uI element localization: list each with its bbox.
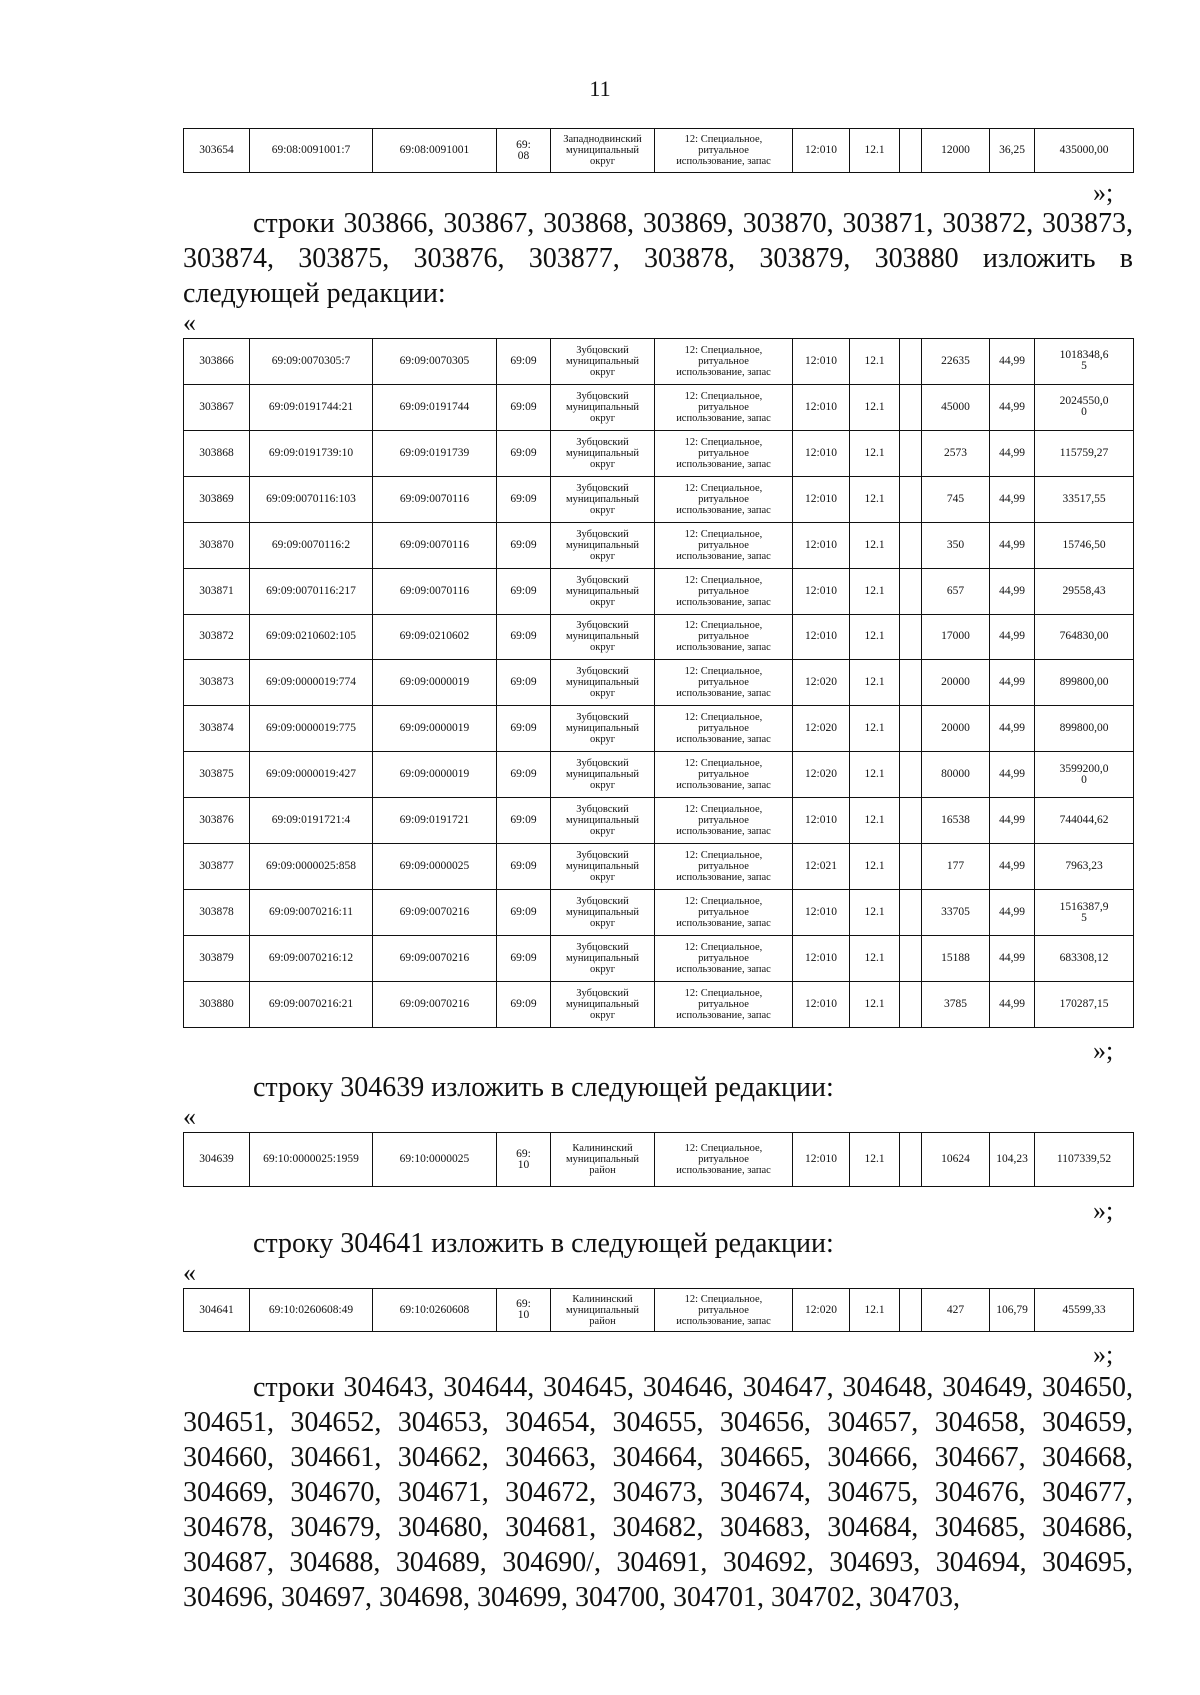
- specific-value-cell: 44,99: [990, 890, 1035, 936]
- area-cell: 10624: [922, 1133, 990, 1187]
- table-row: [184, 476, 1134, 522]
- municipality-cell: Зубцовский муниципальный округ: [551, 706, 655, 752]
- table-row: [184, 614, 1134, 660]
- use-code-cell: 12:010: [793, 798, 850, 844]
- cadastral-value-cell: 1107339,52: [1035, 1133, 1134, 1187]
- cadastral-value-cell: 170287,15: [1035, 981, 1134, 1027]
- cadastral-number-cell: 69:09:0000019:774: [250, 660, 373, 706]
- row-number-cell: 303654: [184, 129, 250, 173]
- specific-value-cell: 44,99: [990, 752, 1035, 798]
- cadastral-number-cell: 69:09:0191721:4: [250, 798, 373, 844]
- cadastral-quarter-cell: 69:09:0000019: [373, 706, 497, 752]
- area-cell: 17000: [922, 614, 990, 660]
- district-code-cell: 69:09: [497, 522, 551, 568]
- specific-value-cell: 36,25: [990, 129, 1035, 173]
- cadastral-value-cell: 899800,00: [1035, 706, 1134, 752]
- cadastral-number-cell: 69:09:0070305:7: [250, 339, 373, 385]
- paragraph-row-304641: [183, 1226, 1133, 1261]
- cadastral-quarter-cell: 69:09:0191744: [373, 384, 497, 430]
- district-code-cell: 69:09: [497, 568, 551, 614]
- land-use-cell: 12: Специальное, ритуальное использование, запас: [655, 981, 793, 1027]
- district-code-cell: 69: 10: [497, 1133, 551, 1187]
- group-code-cell: 12.1: [850, 935, 900, 981]
- empty-cell: [900, 1289, 922, 1332]
- district-code-cell: 69: 08: [497, 129, 551, 173]
- use-code-cell: 12:020: [793, 706, 850, 752]
- group-code-cell: 12.1: [850, 568, 900, 614]
- municipality-cell: Зубцовский муниципальный округ: [551, 935, 655, 981]
- municipality-cell: Калининский муниципальный район: [551, 1133, 655, 1187]
- area-cell: 20000: [922, 660, 990, 706]
- land-use-cell: 12: Специальное, ритуальное использование, запас: [655, 935, 793, 981]
- cadastral-value-cell: 435000,00: [1035, 129, 1134, 173]
- area-cell: 2573: [922, 430, 990, 476]
- opening-quote: «: [183, 308, 196, 337]
- row-number-cell: 303874: [184, 706, 250, 752]
- specific-value-cell: 44,99: [990, 430, 1035, 476]
- district-code-cell: 69: 10: [497, 1289, 551, 1332]
- area-cell: 12000: [922, 129, 990, 173]
- row-number-cell: 303868: [184, 430, 250, 476]
- specific-value-cell: 44,99: [990, 706, 1035, 752]
- group-code-cell: 12.1: [850, 660, 900, 706]
- group-code-cell: 12.1: [850, 844, 900, 890]
- cadastral-quarter-cell: 69:09:0210602: [373, 614, 497, 660]
- use-code-cell: 12:010: [793, 935, 850, 981]
- area-cell: 20000: [922, 706, 990, 752]
- cadastral-number-cell: 69:09:0070116:103: [250, 476, 373, 522]
- row-number-cell: 303876: [184, 798, 250, 844]
- group-code-cell: 12.1: [850, 614, 900, 660]
- empty-cell: [900, 522, 922, 568]
- row-number-cell: 303866: [184, 339, 250, 385]
- area-cell: 22635: [922, 339, 990, 385]
- specific-value-cell: 106,79: [990, 1289, 1035, 1332]
- district-code-cell: 69:09: [497, 981, 551, 1027]
- table-row: [184, 1289, 1134, 1332]
- land-use-cell: 12: Специальное, ритуальное использование, запас: [655, 844, 793, 890]
- group-code-cell: 12.1: [850, 129, 900, 173]
- cadastral-quarter-cell: 69:09:0070216: [373, 890, 497, 936]
- municipality-cell: Западнодвинский муниципальный округ: [551, 129, 655, 173]
- cadastral-number-cell: 69:09:0210602:105: [250, 614, 373, 660]
- paragraph-text: строку 304639 изложить в следующей редакции:: [253, 1072, 834, 1103]
- group-code-cell: 12.1: [850, 706, 900, 752]
- land-use-cell: 12: Специальное, ритуальное использование, запас: [655, 1289, 793, 1332]
- table-row: [184, 798, 1134, 844]
- closing-quote: »;: [1093, 1036, 1114, 1065]
- table-row-303654: [183, 128, 1134, 173]
- empty-cell: [900, 430, 922, 476]
- cadastral-quarter-cell: 69:09:0191721: [373, 798, 497, 844]
- specific-value-cell: 44,99: [990, 981, 1035, 1027]
- land-use-cell: 12: Специальное, ритуальное использование, запас: [655, 339, 793, 385]
- group-code-cell: 12.1: [850, 752, 900, 798]
- cadastral-quarter-cell: 69:10:0000025: [373, 1133, 497, 1187]
- empty-cell: [900, 935, 922, 981]
- cadastral-number-cell: 69:09:0070216:11: [250, 890, 373, 936]
- cadastral-number-cell: 69:09:0000019:775: [250, 706, 373, 752]
- empty-cell: [900, 706, 922, 752]
- district-code-cell: 69:09: [497, 890, 551, 936]
- area-cell: 177: [922, 844, 990, 890]
- specific-value-cell: 44,99: [990, 798, 1035, 844]
- table-row: [184, 568, 1134, 614]
- district-code-cell: 69:09: [497, 660, 551, 706]
- land-use-cell: 12: Специальное, ритуальное использование, запас: [655, 1133, 793, 1187]
- row-number-cell: 303878: [184, 890, 250, 936]
- empty-cell: [900, 844, 922, 890]
- table-row: [184, 706, 1134, 752]
- municipality-cell: Зубцовский муниципальный округ: [551, 660, 655, 706]
- land-use-cell: 12: Специальное, ритуальное использование, запас: [655, 568, 793, 614]
- table-row: [184, 660, 1134, 706]
- district-code-cell: 69:09: [497, 430, 551, 476]
- empty-cell: [900, 384, 922, 430]
- use-code-cell: 12:010: [793, 1133, 850, 1187]
- closing-quote: »;: [1093, 178, 1114, 207]
- area-cell: 33705: [922, 890, 990, 936]
- opening-quote: «: [183, 1258, 196, 1287]
- empty-cell: [900, 568, 922, 614]
- cadastral-quarter-cell: 69:10:0260608: [373, 1289, 497, 1332]
- municipality-cell: Зубцовский муниципальный округ: [551, 568, 655, 614]
- municipality-cell: Калининский муниципальный район: [551, 1289, 655, 1332]
- specific-value-cell: 44,99: [990, 384, 1035, 430]
- cadastral-value-cell: 683308,12: [1035, 935, 1134, 981]
- land-use-cell: 12: Специальное, ритуальное использование, запас: [655, 660, 793, 706]
- cadastral-number-cell: 69:09:0070216:12: [250, 935, 373, 981]
- table-row-304639: [183, 1132, 1134, 1187]
- cadastral-number-cell: 69:10:0260608:49: [250, 1289, 373, 1332]
- empty-cell: [900, 476, 922, 522]
- cadastral-number-cell: 69:09:0000025:858: [250, 844, 373, 890]
- group-code-cell: 12.1: [850, 1133, 900, 1187]
- use-code-cell: 12:010: [793, 476, 850, 522]
- municipality-cell: Зубцовский муниципальный округ: [551, 339, 655, 385]
- district-code-cell: 69:09: [497, 614, 551, 660]
- district-code-cell: 69:09: [497, 706, 551, 752]
- cadastral-number-cell: 69:09:0191739:10: [250, 430, 373, 476]
- cadastral-quarter-cell: 69:09:0070216: [373, 935, 497, 981]
- specific-value-cell: 44,99: [990, 935, 1035, 981]
- use-code-cell: 12:021: [793, 844, 850, 890]
- empty-cell: [900, 1133, 922, 1187]
- table-row-304641: [183, 1288, 1134, 1332]
- municipality-cell: Зубцовский муниципальный округ: [551, 430, 655, 476]
- row-number-cell: 303880: [184, 981, 250, 1027]
- row-number-cell: 304641: [184, 1289, 250, 1332]
- group-code-cell: 12.1: [850, 430, 900, 476]
- empty-cell: [900, 339, 922, 385]
- cadastral-number-cell: 69:09:0070216:21: [250, 981, 373, 1027]
- table-row: [184, 1133, 1134, 1187]
- cadastral-quarter-cell: 69:09:0070305: [373, 339, 497, 385]
- land-use-cell: 12: Специальное, ритуальное использование, запас: [655, 752, 793, 798]
- land-use-cell: 12: Специальное, ритуальное использование, запас: [655, 706, 793, 752]
- use-code-cell: 12:020: [793, 752, 850, 798]
- group-code-cell: 12.1: [850, 1289, 900, 1332]
- page-number: 11: [589, 76, 611, 101]
- municipality-cell: Зубцовский муниципальный округ: [551, 798, 655, 844]
- cadastral-quarter-cell: 69:09:0000025: [373, 844, 497, 890]
- table-row: [184, 752, 1134, 798]
- use-code-cell: 12:010: [793, 430, 850, 476]
- area-cell: 80000: [922, 752, 990, 798]
- use-code-cell: 12:020: [793, 1289, 850, 1332]
- cadastral-quarter-cell: 69:09:0070116: [373, 476, 497, 522]
- row-number-cell: 303871: [184, 568, 250, 614]
- paragraph-text: строку 304641 изложить в следующей редакции:: [253, 1228, 834, 1259]
- district-code-cell: 69:09: [497, 844, 551, 890]
- empty-cell: [900, 798, 922, 844]
- empty-cell: [900, 981, 922, 1027]
- specific-value-cell: 44,99: [990, 660, 1035, 706]
- paragraph-rows-304643-304703: [183, 1370, 1133, 1615]
- use-code-cell: 12:010: [793, 522, 850, 568]
- group-code-cell: 12.1: [850, 339, 900, 385]
- cadastral-value-cell: 899800,00: [1035, 660, 1134, 706]
- district-code-cell: 69:09: [497, 935, 551, 981]
- cadastral-value-cell: 45599,33: [1035, 1289, 1134, 1332]
- row-number-cell: 303867: [184, 384, 250, 430]
- paragraph-text: строки 304643, 304644, 304645, 304646, 304647, 304648, 304649, 304650, 304651, 304652, 304653, 304654, 304655, 304656, 304657, 304658, 304659, 304660, 304661, 304662, 304663, 304664, 304665, 304666, 304667, 304668, 304669, 304670, 304671, 304672, 304673, 304674, 304675, 304676, 304677, 304678, 304679, 304680, 304681, 304682, 304683, 304684, 304685, 304686, 304687, 304688, 304689, 304690/, 304691, 304692, 304693, 304694, 304695, 304696, 304697, 304698, 304699, 304700, 304701, 304702, 304703,: [183, 1372, 1133, 1613]
- district-code-cell: 69:09: [497, 798, 551, 844]
- area-cell: 15188: [922, 935, 990, 981]
- municipality-cell: Зубцовский муниципальный округ: [551, 476, 655, 522]
- municipality-cell: Зубцовский муниципальный округ: [551, 614, 655, 660]
- use-code-cell: 12:020: [793, 660, 850, 706]
- district-code-cell: 69:09: [497, 339, 551, 385]
- group-code-cell: 12.1: [850, 890, 900, 936]
- municipality-cell: Зубцовский муниципальный округ: [551, 522, 655, 568]
- land-use-cell: 12: Специальное, ритуальное использование, запас: [655, 890, 793, 936]
- cadastral-value-cell: 3599200,0 0: [1035, 752, 1134, 798]
- cadastral-quarter-cell: 69:09:0070216: [373, 981, 497, 1027]
- district-code-cell: 69:09: [497, 384, 551, 430]
- group-code-cell: 12.1: [850, 522, 900, 568]
- land-use-cell: 12: Специальное, ритуальное использование, запас: [655, 798, 793, 844]
- empty-cell: [900, 660, 922, 706]
- area-cell: 657: [922, 568, 990, 614]
- table-row: [184, 384, 1134, 430]
- empty-cell: [900, 752, 922, 798]
- empty-cell: [900, 614, 922, 660]
- specific-value-cell: 44,99: [990, 568, 1035, 614]
- table-row: [184, 844, 1134, 890]
- cadastral-value-cell: 115759,27: [1035, 430, 1134, 476]
- row-number-cell: 304639: [184, 1133, 250, 1187]
- use-code-cell: 12:010: [793, 339, 850, 385]
- row-number-cell: 303870: [184, 522, 250, 568]
- cadastral-value-cell: 29558,43: [1035, 568, 1134, 614]
- table-row: [184, 890, 1134, 936]
- opening-quote: «: [183, 1102, 196, 1131]
- paragraph-text: строки 303866, 303867, 303868, 303869, 303870, 303871, 303872, 303873, 303874, 303875, 303876, 303877, 303878, 303879, 303880 изложить в следующей редакции:: [183, 208, 1133, 309]
- cadastral-number-cell: 69:09:0191744:21: [250, 384, 373, 430]
- municipality-cell: Зубцовский муниципальный округ: [551, 844, 655, 890]
- municipality-cell: Зубцовский муниципальный округ: [551, 384, 655, 430]
- area-cell: 3785: [922, 981, 990, 1027]
- table-row: [184, 522, 1134, 568]
- cadastral-quarter-cell: 69:09:0000019: [373, 752, 497, 798]
- cadastral-quarter-cell: 69:08:0091001: [373, 129, 497, 173]
- municipality-cell: Зубцовский муниципальный округ: [551, 752, 655, 798]
- row-number-cell: 303873: [184, 660, 250, 706]
- cadastral-quarter-cell: 69:09:0070116: [373, 568, 497, 614]
- cadastral-number-cell: 69:09:0070116:2: [250, 522, 373, 568]
- group-code-cell: 12.1: [850, 384, 900, 430]
- closing-quote: »;: [1093, 1196, 1114, 1225]
- cadastral-value-cell: 1018348,6 5: [1035, 339, 1134, 385]
- cadastral-value-cell: 7963,23: [1035, 844, 1134, 890]
- table-row: [184, 339, 1134, 385]
- specific-value-cell: 44,99: [990, 844, 1035, 890]
- land-use-cell: 12: Специальное, ритуальное использование, запас: [655, 384, 793, 430]
- use-code-cell: 12:010: [793, 129, 850, 173]
- paragraph-rows-303866-303880: [183, 206, 1133, 311]
- cadastral-value-cell: 764830,00: [1035, 614, 1134, 660]
- row-number-cell: 303869: [184, 476, 250, 522]
- use-code-cell: 12:010: [793, 614, 850, 660]
- use-code-cell: 12:010: [793, 890, 850, 936]
- use-code-cell: 12:010: [793, 384, 850, 430]
- use-code-cell: 12:010: [793, 568, 850, 614]
- row-number-cell: 303879: [184, 935, 250, 981]
- specific-value-cell: 44,99: [990, 339, 1035, 385]
- land-use-cell: 12: Специальное, ритуальное использование, запас: [655, 614, 793, 660]
- group-code-cell: 12.1: [850, 798, 900, 844]
- group-code-cell: 12.1: [850, 981, 900, 1027]
- land-use-cell: 12: Специальное, ритуальное использование, запас: [655, 476, 793, 522]
- district-code-cell: 69:09: [497, 476, 551, 522]
- area-cell: 45000: [922, 384, 990, 430]
- cadastral-number-cell: 69:08:0091001:7: [250, 129, 373, 173]
- district-code-cell: 69:09: [497, 752, 551, 798]
- table-rows-303866-303880: [183, 338, 1134, 1028]
- table-row: [184, 129, 1134, 173]
- municipality-cell: Зубцовский муниципальный округ: [551, 890, 655, 936]
- cadastral-quarter-cell: 69:09:0000019: [373, 660, 497, 706]
- land-use-cell: 12: Специальное, ритуальное использование, запас: [655, 522, 793, 568]
- specific-value-cell: 44,99: [990, 614, 1035, 660]
- table-row: [184, 981, 1134, 1027]
- table-row: [184, 430, 1134, 476]
- cadastral-number-cell: 69:09:0070116:217: [250, 568, 373, 614]
- area-cell: 350: [922, 522, 990, 568]
- cadastral-number-cell: 69:10:0000025:1959: [250, 1133, 373, 1187]
- closing-quote: »;: [1093, 1340, 1114, 1369]
- table-row: [184, 935, 1134, 981]
- municipality-cell: Зубцовский муниципальный округ: [551, 981, 655, 1027]
- cadastral-number-cell: 69:09:0000019:427: [250, 752, 373, 798]
- group-code-cell: 12.1: [850, 476, 900, 522]
- cadastral-value-cell: 33517,55: [1035, 476, 1134, 522]
- cadastral-value-cell: 744044,62: [1035, 798, 1134, 844]
- area-cell: 745: [922, 476, 990, 522]
- empty-cell: [900, 129, 922, 173]
- use-code-cell: 12:010: [793, 981, 850, 1027]
- land-use-cell: 12: Специальное, ритуальное использование, запас: [655, 129, 793, 173]
- empty-cell: [900, 890, 922, 936]
- area-cell: 16538: [922, 798, 990, 844]
- cadastral-quarter-cell: 69:09:0070116: [373, 522, 497, 568]
- row-number-cell: 303877: [184, 844, 250, 890]
- specific-value-cell: 44,99: [990, 522, 1035, 568]
- land-use-cell: 12: Специальное, ритуальное использование, запас: [655, 430, 793, 476]
- cadastral-value-cell: 1516387,9 5: [1035, 890, 1134, 936]
- specific-value-cell: 104,23: [990, 1133, 1035, 1187]
- row-number-cell: 303875: [184, 752, 250, 798]
- cadastral-quarter-cell: 69:09:0191739: [373, 430, 497, 476]
- cadastral-value-cell: 15746,50: [1035, 522, 1134, 568]
- cadastral-value-cell: 2024550,0 0: [1035, 384, 1134, 430]
- area-cell: 427: [922, 1289, 990, 1332]
- paragraph-row-304639: [183, 1070, 1133, 1105]
- row-number-cell: 303872: [184, 614, 250, 660]
- specific-value-cell: 44,99: [990, 476, 1035, 522]
